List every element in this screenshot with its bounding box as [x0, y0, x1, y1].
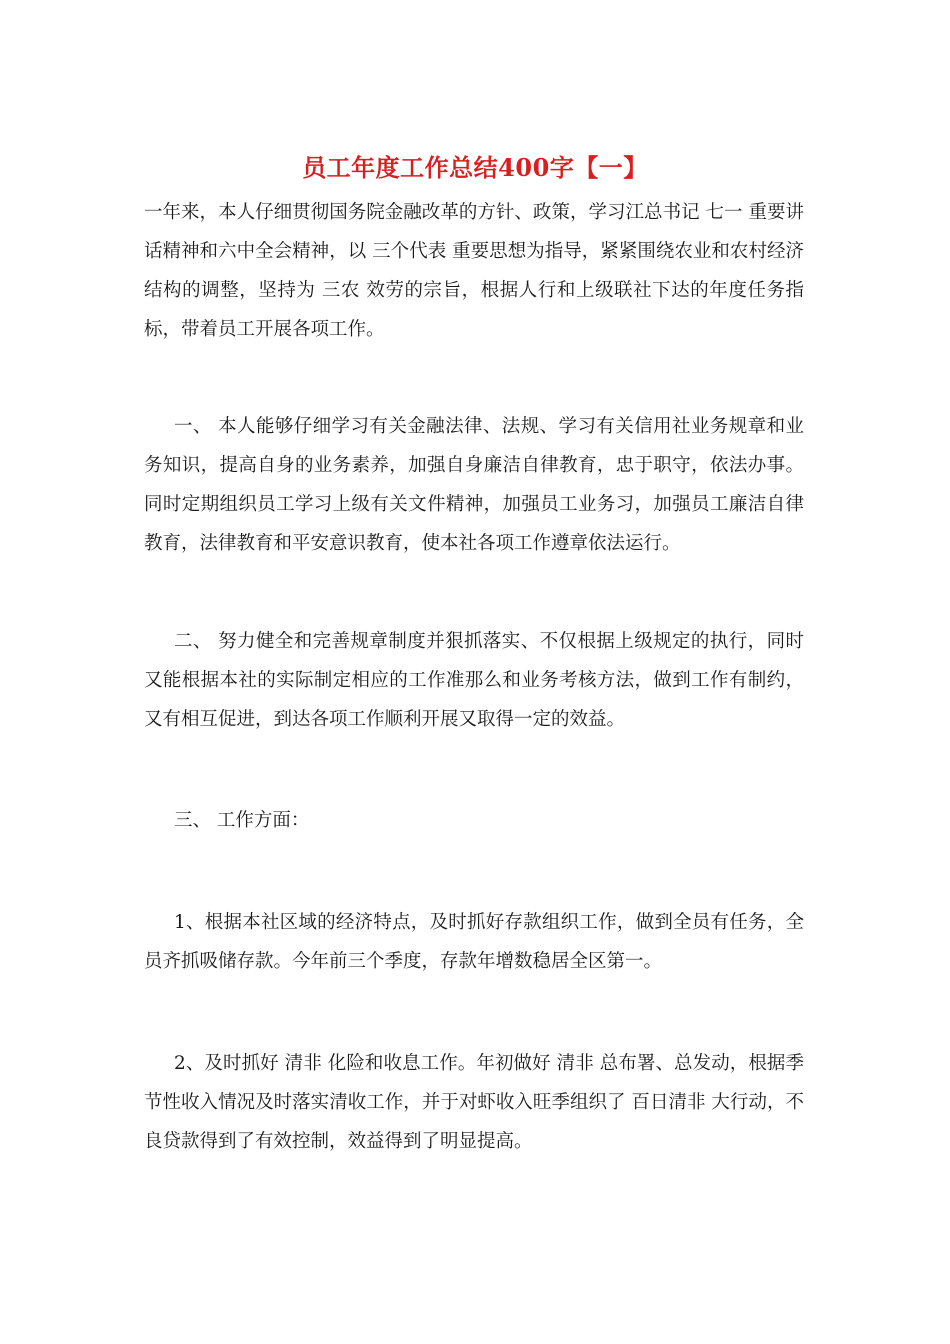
section-two-paragraph: 二、 努力健全和完善规章制度并狠抓落实、不仅根据上级规定的执行，同时又能根据本社的实际制定相应的工作准那么和业务考核方法，做到工作有制约，又有相互促进，到达各项工作顺利开展又取得一定的效益。	[144, 631, 804, 730]
section-three-heading: 三、 工作方面：	[174, 810, 310, 831]
list-item-2: 2、及时抓好 清非 化险和收息工作。年初做好 清非 总布署、总发动，根据季节性收入情况及时落实清收工作，并于对虾收入旺季组织了 百日清非 大行动，不良贷款得到了有效控制，效益得到了明显提高。	[144, 1053, 804, 1152]
page-title: 员工年度工作总结400字【一】	[302, 153, 648, 182]
list-item-1: 1、根据本社区域的经济特点，及时抓好存款组织工作，做到全员有任务，全员齐抓吸储存款。今年前三个季度，存款年增数稳居全区第一。	[144, 912, 804, 972]
section-one-paragraph: 一、 本人能够仔细学习有关金融法律、法规、学习有关信用社业务规章和业务知识，提高自身的业务素养，加强自身廉洁自律教育，忠于职守，依法办事。同时定期组织员工学习上级有关文件精神，加强员工业务习，加强员工廉洁自律教育，法律教育和平安意识教育，使本社各项工作遵章依法运行。	[144, 416, 804, 554]
intro-paragraph: 一年来，本人仔细贯彻国务院金融改革的方针、政策，学习江总书记 七一 重要讲话精神和六中全会精神，以 三个代表 重要思想为指导，紧紧围绕农业和农村经济结构的调整，坚持为 三农 效劳的宗旨，根据人行和上级联社下达的年度任务指标，带着员工开展各项工作。	[144, 202, 804, 340]
